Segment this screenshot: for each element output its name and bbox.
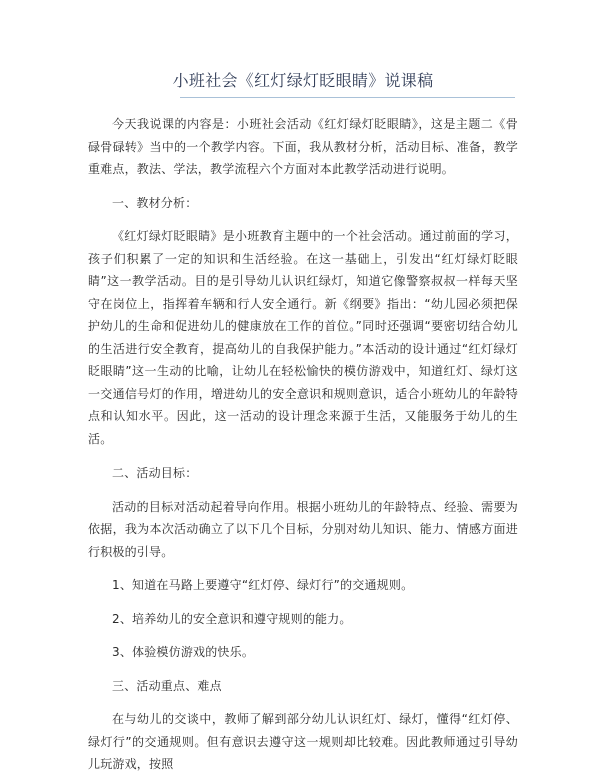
- intro-paragraph: 今天我说课的内容是：小班社会活动《红灯绿灯眨眼睛》，这是主题二《骨碌骨碌转》当中的一个教学内容。下面，我从教材分析，活动目标、准备，教学重难点，教法、学法，教学流程六个方面对本此教学活动进行说明。: [88, 117, 518, 176]
- materials-paragraph: 《红灯绿灯眨眼睛》是小班教育主题中的一个社会活动。通过前面的学习，孩子们积累了一定的知识和生活经验。在这一基础上，引发出“红灯绿灯眨眼睛”这一教学活动。目的是引导幼儿认识红绿灯，知道它像警察叔叔一样每天坚守在岗位上，指挥着车辆和行人安全通行。新《纲要》指出：“幼儿园必须把保护幼儿的生命和促进幼儿的健康放在工作的首位。”同时还强调“要密切结合幼儿的生活进行安全教育，提高幼儿的自我保护能力。”本活动的设计通过“红灯绿灯眨眼睛”这一生动的比喻，让幼儿在轻松愉快的模仿游戏中，知道红灯、绿灯这一交通信号灯的作用，增进幼儿的安全意识和规则意识，适合小班幼儿的年龄特点和认知水平。因此，这一活动的设计理念来源于生活，又能服务于幼儿的生活。: [88, 229, 518, 446]
- document-body: [88, 113, 518, 776]
- goals-intro-paragraph: 活动的目标对活动起着导向作用。根据小班幼儿的年龄特点、经验、需要为依据，我为本次活动确立了以下几个目标，分别对幼儿知识、能力、情感方面进行积极的引导。: [88, 499, 518, 559]
- goal-item-1: 1、知道在马路上要遵守“红灯停、绿灯行”的交通规则。: [112, 578, 414, 592]
- key-points-paragraph: 在与幼儿的交谈中，教师了解到部分幼儿认识红灯、绿灯，懂得“红灯停、绿灯行”的交通规则。但有意识去遵守这一规则却比较难。因此教师通过引导幼儿玩游戏，按照: [88, 712, 518, 771]
- goal-item-3: 3、体验模仿游戏的快乐。: [112, 645, 255, 659]
- document-title: 小班社会《红灯绿灯眨眼睛》说课稿: [172, 71, 434, 90]
- section-heading-materials: 一、教材分析：: [112, 195, 198, 210]
- title-underline: [180, 97, 515, 98]
- section-heading-key-points: 三、活动重点、难点: [112, 678, 222, 693]
- goal-item-2: 2、培养幼儿的安全意识和遵守规则的能力。: [112, 611, 352, 626]
- section-heading-goals: 二、活动目标：: [112, 466, 198, 480]
